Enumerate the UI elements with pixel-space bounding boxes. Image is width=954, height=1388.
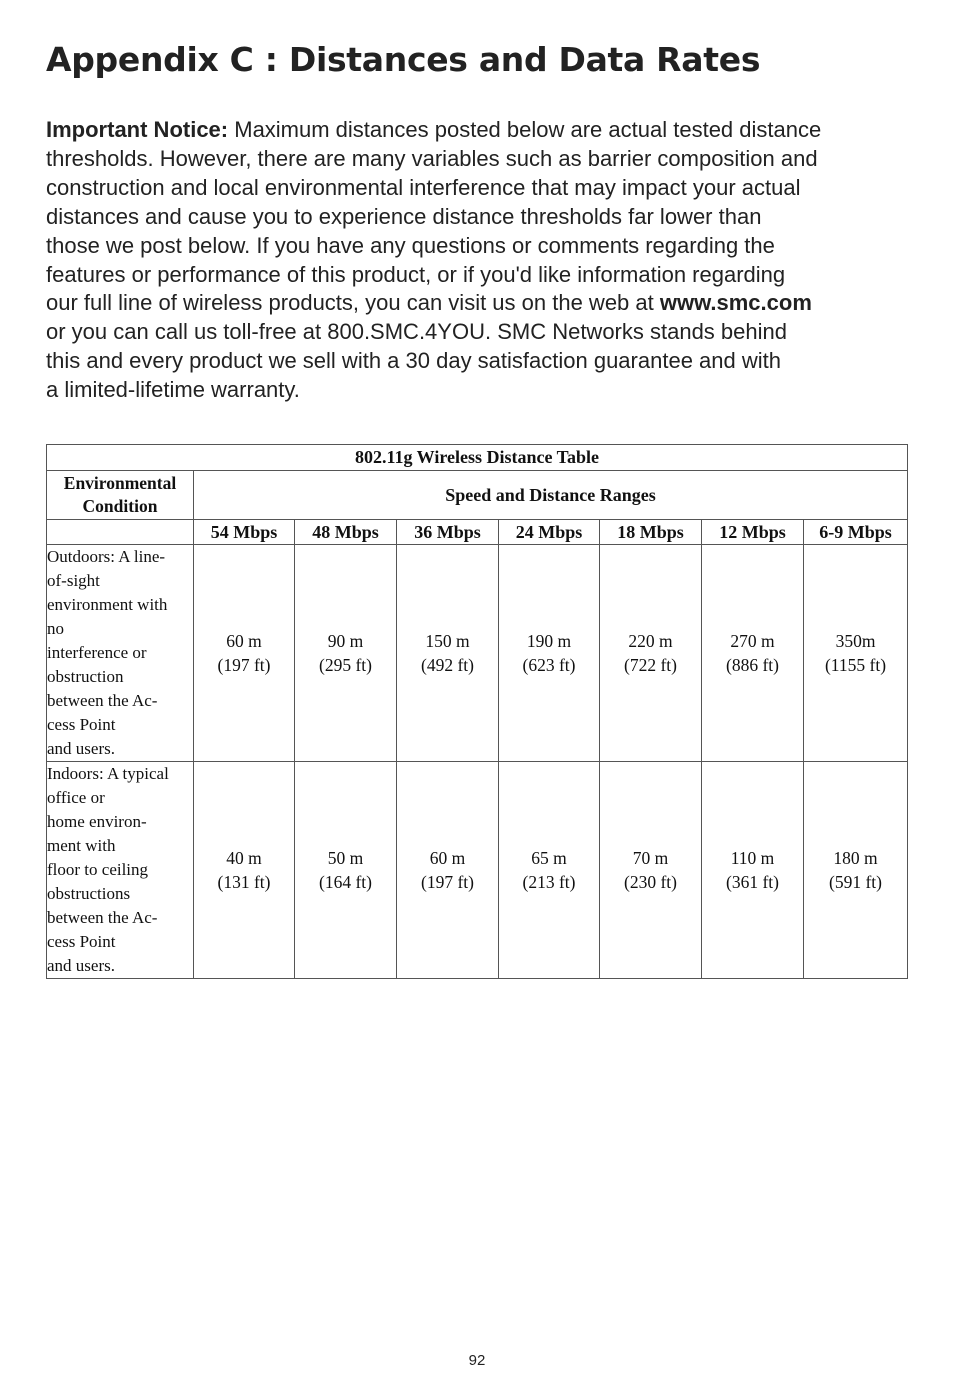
distance-meters: 40 m: [226, 848, 262, 868]
distance-feet: (886 ft): [726, 655, 779, 675]
distance-feet: (197 ft): [217, 655, 271, 675]
distance-meters: 350m: [835, 631, 876, 651]
distance-cell: [397, 762, 499, 979]
distance-cell: [397, 545, 499, 762]
distance-cell: [600, 545, 702, 762]
rate-header: 48 Mbps: [295, 520, 397, 545]
environment-header-line: Condition: [82, 496, 158, 516]
page-title: Appendix C : Distances and Data Rates: [46, 40, 761, 79]
important-notice: [46, 116, 916, 405]
distance-cell: [600, 762, 702, 979]
environment-header: [47, 471, 194, 520]
distance-meters: 270 m: [730, 631, 775, 651]
distance-meters: 190 m: [526, 631, 572, 651]
condition-line: ment with: [47, 836, 116, 855]
empty-header-cell: [47, 520, 194, 545]
notice-line: those we post below. If you have any questions or comments regarding the: [46, 232, 775, 258]
condition-line: between the Ac-: [47, 691, 158, 710]
wireless-distance-table: [46, 444, 908, 979]
condition-line: of-sight: [47, 571, 100, 590]
distance-meters: 60 m: [226, 631, 262, 651]
distance-cell: [194, 762, 295, 979]
rate-header: 12 Mbps: [702, 520, 804, 545]
notice-line: or you can call us toll-free at 800.SMC.4YOU. SMC Networks stands behind: [46, 319, 787, 345]
notice-line: construction and local environmental interference that may impact your actual: [46, 174, 801, 200]
rate-header: 36 Mbps: [397, 520, 499, 545]
distance-cell: [702, 545, 804, 762]
distance-meters: 220 m: [628, 631, 673, 651]
condition-line: obstructions: [47, 884, 131, 903]
distance-cell: [804, 762, 908, 979]
condition-cell: [47, 762, 194, 979]
condition-line: cess Point: [47, 932, 116, 951]
table-row-indoors: [47, 762, 908, 979]
rate-header: 18 Mbps: [600, 520, 702, 545]
condition-line: and users.: [47, 739, 115, 758]
condition-line: between the Ac-: [47, 908, 158, 927]
condition-line: no: [47, 619, 64, 638]
distance-meters: 110 m: [730, 848, 775, 868]
distance-feet: (623 ft): [522, 655, 576, 675]
rate-header: 6-9 Mbps: [804, 520, 908, 545]
distance-meters: 50 m: [327, 848, 364, 868]
notice-line: [46, 116, 916, 145]
distance-feet: (361 ft): [726, 872, 779, 892]
distance-feet: (230 ft): [624, 872, 677, 892]
speed-range-header: Speed and Distance Ranges: [194, 471, 908, 520]
condition-line: interference or: [47, 643, 147, 662]
condition-line: cess Point: [47, 715, 116, 734]
distance-feet: (1155 ft): [824, 655, 887, 675]
notice-line: distances and cause you to experience distance thresholds far lower than: [46, 203, 762, 229]
distance-cell: [804, 545, 908, 762]
distance-feet: (213 ft): [522, 872, 576, 892]
website-link: www.smc.com: [659, 290, 812, 316]
table-row-outdoors: [47, 545, 908, 762]
notice-line: a limited-lifetime warranty.: [46, 377, 300, 403]
distance-cell: [499, 762, 600, 979]
distance-cell: [295, 762, 397, 979]
distance-cell: [295, 545, 397, 762]
notice-label: Important Notice:: [46, 117, 229, 142]
condition-line: obstruction: [47, 667, 124, 686]
distance-meters: 150 m: [425, 631, 470, 651]
notice-line: this and every product we sell with a 30 day satisfaction guarantee and with: [46, 348, 781, 374]
distance-feet: (492 ft): [421, 655, 474, 675]
condition-line: and users.: [47, 956, 115, 975]
distance-meters: 90 m: [327, 631, 364, 651]
distance-feet: (722 ft): [624, 655, 677, 675]
notice-text: our full line of wireless products, you can visit us on the web at: [46, 290, 660, 316]
notice-line: [46, 289, 916, 318]
distance-meters: 60 m: [429, 848, 466, 868]
condition-line: Outdoors: A line-: [47, 547, 166, 566]
distance-feet: (591 ft): [829, 872, 882, 892]
distance-meters: 180 m: [833, 848, 878, 868]
distance-feet: (197 ft): [421, 872, 474, 892]
distance-cell: [499, 545, 600, 762]
notice-line: thresholds. However, there are many variables such as barrier composition and: [46, 145, 818, 171]
rate-header: 54 Mbps: [194, 520, 295, 545]
rate-header: 24 Mbps: [499, 520, 600, 545]
condition-line: Indoors: A typical: [47, 764, 169, 783]
distance-feet: (164 ft): [319, 872, 372, 892]
page-number: 92: [468, 1352, 486, 1369]
environment-header-line: Environmental: [63, 473, 177, 493]
notice-text: Maximum distances posted below are actual tested distance: [228, 117, 822, 142]
distance-feet: (131 ft): [217, 872, 271, 892]
condition-cell: [47, 545, 194, 762]
notice-line: features or performance of this product, or if you'd like information regarding: [46, 261, 786, 287]
condition-line: floor to ceiling: [47, 860, 149, 879]
distance-cell: [702, 762, 804, 979]
distance-meters: 65 m: [531, 848, 567, 868]
condition-line: office or: [47, 788, 105, 807]
distance-meters: 70 m: [632, 848, 669, 868]
table-caption: 802.11g Wireless Distance Table: [47, 445, 908, 471]
distance-cell: [194, 545, 295, 762]
condition-line: environment with: [47, 595, 168, 614]
condition-line: home environ-: [47, 812, 147, 831]
distance-feet: (295 ft): [319, 655, 372, 675]
